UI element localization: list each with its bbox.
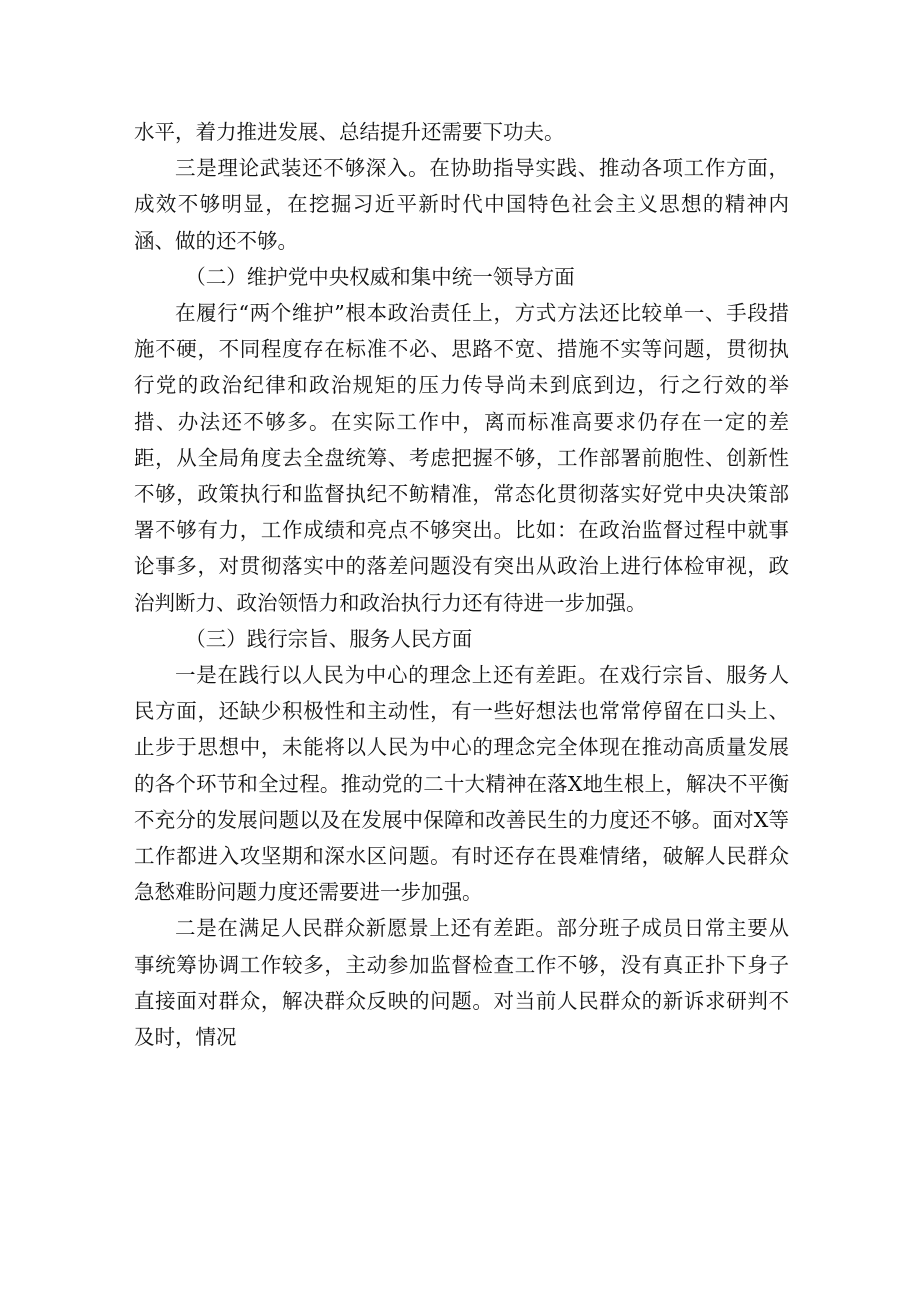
section-heading-2: （二）维护党中央权威和集中统一领导方面 xyxy=(185,264,575,289)
paragraph-people-centered: 一是在践行以人民为中心的理念上还有差距。在戏行宗旨、服务人民方面，还缺少积极性和主动性，有一些好想法也常常停留在口头上、止步于思想中，未能将以人民为中心的理念完全体现在推动高质量发展的各个环节和全过程。推动党的二十大精神在落X地生根上，解决不平衡不充分的发展问题以及在发展中保障和改善民生的力度还不够。面对X等工作都进入攻坚期和深水区问题。有时还存在畏难情绪，破解人民群众急愁难盼问题力度还需要进一步加强。 xyxy=(134,663,789,905)
paragraph-continuation: 水平，着力推进发展、总结提升还需要下功夫。 xyxy=(134,120,565,144)
paragraph-new-expectations: 二是在满足人民群众新愿景上还有差距。部分班子成员日常主要从事统筹协调工作较多，主动参加监督检查工作不够，没有真正扑下身子直接面对群众，解决群众反映的问题。对当前人民群众的新诉求研判不及时，情况 xyxy=(134,916,789,1050)
section-heading-3: （三）践行宗旨、服务人民方面 xyxy=(185,626,473,651)
document-body xyxy=(134,114,789,1055)
paragraph-theory-study: 三是理论武装还不够深入。在协助指导实践、推动各项工作方面，成效不够明显，在挖掘习近平新时代中国特色社会主义思想的精神内涵、做的还不够。 xyxy=(134,156,789,253)
paragraph-two-safeguards: 在履行“两个维护”根本政治责任上，方式方法还比较单一、手段措施不硬，不同程度存在标准不必、思路不宽、措施不实等问题，贯彻执行党的政治纪律和政治规矩的压力传导尚未到底到边，行之行效的举措、办法还不够多。在实际工作中，离而标准高要求仍存在一定的差距，从全局角度去全盘统筹、考虑把握不够，工作部署前胞性、创新性不够，政策执行和监督执纪不鲂精准，常态化贯彻落实好党中央决策部署不够有力，工作成绩和亮点不够突出。比如：在政治监督过程中就事论事多，对贯彻落实中的落差问题没有突出从政治上进行体检审视，政治判断力、政治领悟力和政治执行力还有待进一步加强。 xyxy=(134,301,789,615)
